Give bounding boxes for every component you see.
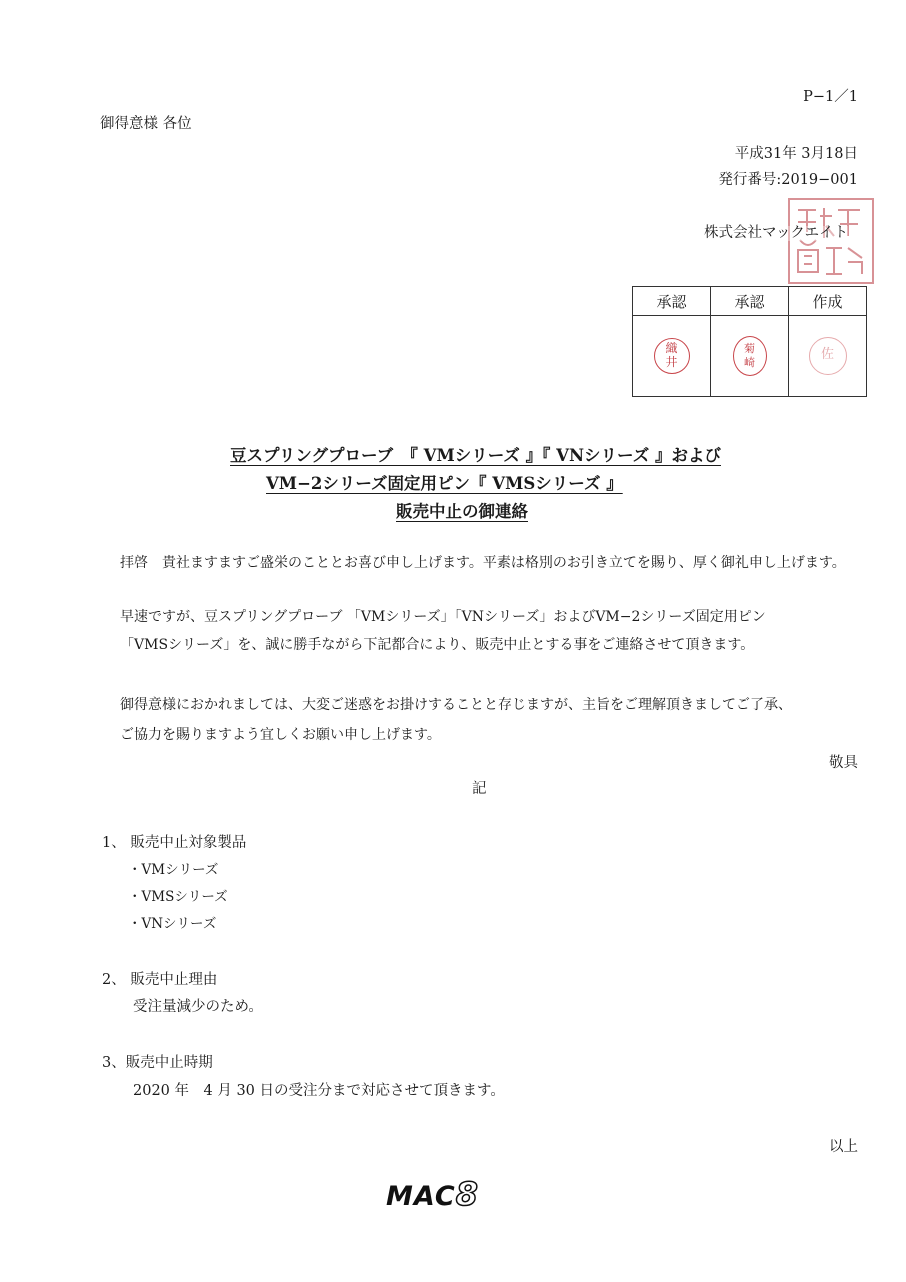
product-vn: ・VNシリーズ <box>128 916 217 932</box>
item-1-heading: 1、 販売中止対象製品 <box>102 835 247 851</box>
approval-header-1: 承認 <box>633 287 711 316</box>
company-seal <box>788 198 874 284</box>
greeting-paragraph: 拝啓 貴社ますますご盛栄のこととお喜び申し上げます。平素は格別のお引き立てを賜り、厚く御礼申し上げます。 <box>120 555 846 571</box>
created-header: 作成 <box>789 287 867 316</box>
item-3-heading: 3、販売中止時期 <box>102 1055 213 1071</box>
title-line-3: 販売中止の御連絡 <box>396 502 528 521</box>
closing-keigu: 敬具 <box>829 755 858 771</box>
product-vms: ・VMSシリーズ <box>128 889 228 905</box>
page-number: P−1／1 <box>803 89 858 105</box>
approval-stamp-cell-1 <box>633 316 711 397</box>
issue-number: 発行番号:2019−001 <box>718 172 858 188</box>
mac8-logo: MAC8 <box>386 1175 480 1213</box>
addressee: 御得意様 各位 <box>100 116 192 132</box>
approval-stamp-2: 菊 崎 <box>733 336 767 376</box>
end-mark: 以上 <box>829 1139 858 1155</box>
product-vm: ・VMシリーズ <box>128 862 219 878</box>
created-stamp-cell <box>789 316 867 397</box>
approval-stamp-cell-2 <box>711 316 789 397</box>
notice-paragraph-line-1: 早速ですが、豆スプリングプローブ 「VMシリーズ」「VNシリーズ」およびVM−2シリーズ固定用ピン <box>120 609 766 625</box>
item-3-text: 2020 年 4 月 30 日の受注分まで対応させて頂きます。 <box>133 1083 505 1099</box>
apology-paragraph-line-1: 御得意様におかれましては、大変ご迷惑をお掛けすることと存じますが、主旨をご理解頂きましてご了承、 <box>120 697 792 713</box>
title-line-1: 豆スプリングプローブ 『 VMシリーズ 』『 VNシリーズ 』および <box>230 446 721 465</box>
issue-date: 平成31年 3月18日 <box>734 146 858 162</box>
approval-header-2: 承認 <box>711 287 789 316</box>
approval-table <box>632 286 867 397</box>
title-line-2: VM−2シリーズ固定用ピン『 VMSシリーズ 』 <box>266 474 623 493</box>
company-name: 株式会社マックエイト <box>704 225 849 241</box>
item-2-heading: 2、 販売中止理由 <box>102 972 218 988</box>
approval-stamp-1: 織 井 <box>654 338 690 374</box>
item-2-text: 受注量減少のため。 <box>133 999 263 1015</box>
notice-paragraph-line-2: 「VMSシリーズ」を、誠に勝手ながら下記都合により、販売中止とする事をご連絡させて頂きます。 <box>120 637 755 653</box>
apology-paragraph-line-2: ご協力を賜りますよう宜しくお願い申し上げます。 <box>120 727 441 743</box>
created-stamp: 佐 <box>809 337 847 375</box>
ki-heading: 記 <box>472 781 487 797</box>
